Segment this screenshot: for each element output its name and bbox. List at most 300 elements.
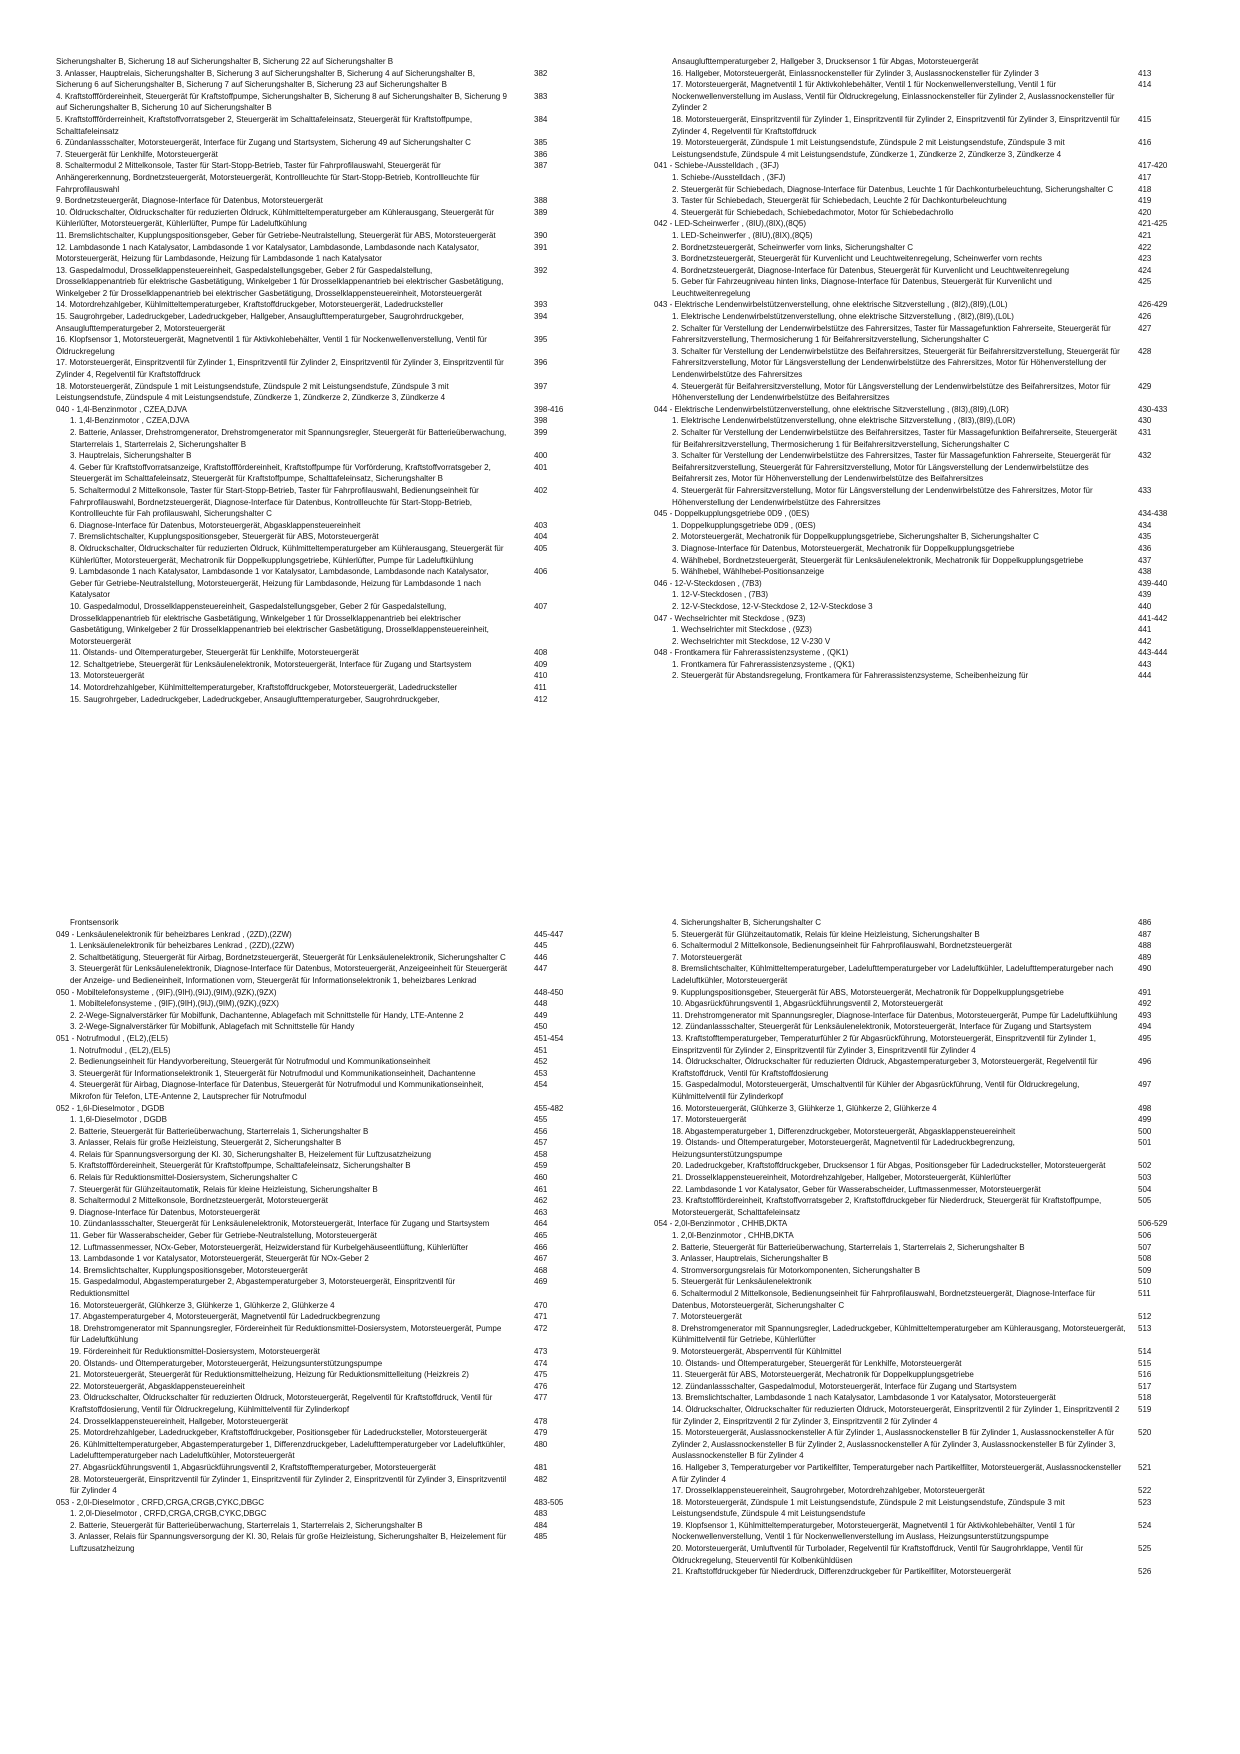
toc-page-number: 507	[1138, 1242, 1152, 1252]
toc-page-number: 418	[1138, 184, 1152, 194]
toc-entry	[654, 323, 1184, 346]
toc-entry	[56, 1160, 584, 1172]
toc-page-number: 498	[1138, 1103, 1152, 1113]
toc-entry-title: 16. Motorsteuergerät, Glühkerze 3, Glühkerze 1, Glühkerze 2, Glühkerze 4	[70, 1300, 335, 1310]
toc-page-number: 387	[534, 161, 548, 171]
toc-entry	[654, 68, 1184, 80]
toc-page-number: 509	[1138, 1265, 1152, 1275]
toc-entry	[654, 1427, 1184, 1462]
toc-entry-title: 16. Motorsteuergerät, Glühkerze 3, Glühkerze 1, Glühkerze 2, Glühkerze 4	[672, 1103, 937, 1113]
toc-entry-title: 040 - 1,4l-Benzinmotor , CZEA,DJVA	[56, 404, 188, 414]
toc-entry-title: 17. Abgastemperaturgeber 4, Motorsteuergerät, Magnetventil für Ladedruckbegrenzung	[70, 1312, 380, 1322]
toc-entry-title: 1. Wechselrichter mit Steckdose , (9Z3)	[672, 625, 812, 635]
toc-section-heading	[654, 160, 1184, 172]
toc-entry-title: 051 - Notrufmodul , (EL2),(EL5)	[56, 1033, 169, 1043]
toc-entry	[654, 670, 1184, 682]
toc-page-number: 508	[1138, 1254, 1152, 1264]
toc-entry	[654, 1137, 1184, 1160]
toc-page-number: 455	[534, 1115, 548, 1125]
toc-page-number: 397	[534, 381, 548, 391]
toc-entry	[654, 589, 1184, 601]
toc-page-number: 454	[534, 1080, 548, 1090]
toc-entry-title: 2. Steuergerät für Schiebedach, Diagnose-Interface für Datenbus, Leuchte 1 für Dachkonturbeleuchtung, Sicherungshalter C	[672, 184, 1114, 194]
toc-entry	[654, 137, 1184, 160]
toc-entry-title: 26. Kühlmitteltemperaturgeber, Abgastemperaturgeber 1, Differenzdruckgeber, Ladelufttemperaturgeber vor Ladeluftkühler, Ladelufttemperaturgeber nach Ladeluftkühler, Motorsteuergerät	[70, 1439, 506, 1461]
toc-entry-title: 3. Schalter für Verstellung der Lendenwirbelstütze des Beifahrersitzes, Steuergerät für Beifahrersitzverstellung, Steuergerät für Fahrersitzverstellung, Motor für Längsverstellung der Lendenwirbelstütze des Fahrersitzes, Motor für Höhenverstellung der Lendenwirbelstütze des Fahrersitzes	[672, 346, 1120, 380]
toc-page-number: 417	[1138, 172, 1152, 182]
toc-entry-title: 048 - Frontkamera für Fahrerassistenzsysteme , (QK1)	[654, 648, 849, 658]
toc-entry-title: 4. Kraftstofffördereinheit, Steuergerät für Kraftstoffpumpe, Sicherungshalter B, Sicherung 8 auf Sicherungshalter B, Sicherung 9 auf Sicherungshalter B, Sicherung 10 auf Sicherungshalter B	[56, 91, 507, 113]
toc-entry	[56, 1416, 584, 1428]
toc-entry	[56, 462, 584, 485]
toc-entry-title: 3. Steuergerät für Lenksäulenelektronik, Diagnose-Interface für Datenbus, Motorsteuergerät, Anzeigeeinheit für Steuergerät der Anzeige- und Bedieneinheit, Informationen vorn, Steuergerät für Informationselektronik 1, beheizbares Lenkrad	[70, 964, 508, 985]
toc-panel-bottom	[56, 917, 1184, 1698]
toc-entry-title: 25. Motordrehzahlgeber, Ladedruckgeber, Kraftstoffdruckgeber, Positionsgeber für Ladedrucksteller, Motorsteuergerät	[70, 1428, 487, 1438]
toc-entry	[56, 670, 584, 682]
toc-page-number: 520	[1138, 1428, 1152, 1438]
toc-page-number: 467	[534, 1254, 548, 1264]
toc-entry-title: 13. Motorsteuergerät	[70, 671, 145, 681]
toc-entry-title: 21. Kraftstoffdruckgeber für Niederdruck, Differenzdruckgeber für Partikelfilter, Motorsteuergerät	[672, 1567, 1011, 1577]
toc-entry-title: 3. Diagnose-Interface für Datenbus, Motorsteuergerät, Mechatronik für Doppelkupplungsgetriebe	[672, 543, 1015, 553]
toc-entry-title: 19. Klopfsensor 1, Kühlmitteltemperaturgeber, Motorsteuergerät, Magnetventil 1 für Aktivkohlebehälter, Ventil 1 für Nockenwellenverstellung, Ventil 1 für Nockenwellenverstellung im Auslass, Heizungsunterstützungspumpe	[672, 1520, 1075, 1542]
toc-section-heading	[56, 1497, 584, 1509]
toc-page-number: 478	[534, 1416, 548, 1426]
toc-entry-title: 14. Öldruckschalter, Öldruckschalter für reduzierten Öldruck, Abgastemperaturgeber 3, Motorsteuergerät, Regelventil für Kraftstoffdruck, Ventil für Kraftstoffdosierung	[672, 1057, 1098, 1078]
toc-page-number: 489	[1138, 952, 1152, 962]
toc-page-number: 473	[534, 1346, 548, 1356]
toc-entry	[654, 952, 1184, 964]
toc-entry	[56, 415, 584, 427]
toc-entry	[654, 253, 1184, 265]
toc-entry-title: 22. Motorsteuergerät, Abgasklappensteuereinheit	[70, 1381, 245, 1391]
toc-page-number: 458	[534, 1149, 548, 1159]
toc-page-number: 499	[1138, 1115, 1152, 1125]
toc-entry	[56, 1079, 584, 1102]
toc-entry	[654, 1265, 1184, 1277]
toc-column-right	[654, 917, 1184, 1578]
toc-entry-title: 22. Lambdasonde 1 vor Katalysator, Geber für Wasserabscheider, Luftmassenmesser, Motorsteuergerät	[672, 1184, 1041, 1194]
toc-entry	[56, 1021, 584, 1033]
toc-entry-title: 1. 2,0l-Dieselmotor , CRFD,CRGA,CRGB,CYKC,DBGC	[70, 1509, 267, 1519]
toc-entry	[56, 1253, 584, 1265]
toc-page-number: 450	[534, 1022, 548, 1032]
toc-page-number: 449	[534, 1010, 548, 1020]
toc-entry-title: 8. Drehstromgenerator mit Spannungsregler, Ladedruckgeber, Kühlmitteltemperaturgeber am Kühlerausgang, Motorsteuergerät, Kühlmittelventil für Getriebe, Kühlerlüfter	[672, 1323, 1126, 1345]
toc-entry	[654, 450, 1184, 485]
toc-page-number: 434	[1138, 520, 1152, 530]
toc-page-number: 426-429	[1138, 300, 1168, 310]
toc-page-number: 423	[1138, 254, 1152, 264]
toc-entry	[654, 624, 1184, 636]
toc-page-number: 428	[1138, 346, 1152, 356]
toc-section-heading	[654, 613, 1184, 625]
toc-entry	[56, 1172, 584, 1184]
toc-entry-title: 17. Motorsteuergerät, Magnetventil 1 für Aktivkohlebehälter, Ventil 1 für Nockenwellenverstellung, Ventil 1 für Nockenwellenverstellung im Auslass, Ventil für Öldruckregelung, Einlassnockensteller für Zylinder 2, Auslassnockensteller für Zylinder 2	[672, 80, 1115, 113]
toc-page-number: 440	[1138, 601, 1152, 611]
toc-page-number: 398-416	[534, 404, 564, 414]
toc-page-number: 392	[534, 265, 548, 275]
toc-entry-title: 15. Saugrohrgeber, Ladedruckgeber, Ladedruckgeber, Hallgeber, Ansauglufttemperaturgeber, Saugrohrdruckgeber, Ansauglufttemperaturgeber 2, Motorsteuergerät	[56, 312, 464, 333]
toc-entry	[654, 1079, 1184, 1102]
toc-page-number: 429	[1138, 381, 1152, 391]
toc-page-number: 412	[534, 694, 548, 704]
toc-entry	[56, 1531, 584, 1554]
toc-page-number: 432	[1138, 451, 1152, 461]
toc-entry	[654, 917, 1184, 929]
toc-entry-title: 8. Öldruckschalter, Öldruckschalter für reduzierten Öldruck, Kühlmitteltemperaturgeber am Kühlerausgang, Steuergerät für Kühlerlüfter, Motorsteuergerät, Mechatronik für Doppelkupplungsgetriebe, Kühlerlüfter, Pumpe für Ladeluftkühlung	[70, 543, 504, 565]
toc-entry	[654, 1392, 1184, 1404]
toc-entry	[56, 485, 584, 520]
toc-page-number: 459	[534, 1161, 548, 1171]
toc-page-number: 464	[534, 1219, 548, 1229]
toc-entry	[56, 334, 584, 357]
toc-entry	[654, 1103, 1184, 1115]
toc-entry	[654, 963, 1184, 986]
toc-entry-title: 2. Batterie, Steuergerät für Batterieüberwachung, Starterrelais 1, Starterrelais 2, Sicherungshalter B	[70, 1520, 423, 1530]
toc-page-number: 490	[1138, 964, 1152, 974]
toc-entry	[56, 265, 584, 300]
toc-entry-title: 20. Ladedruckgeber, Kraftstoffdruckgeber, Drucksensor 1 für Abgas, Positionsgeber für Ladedrucksteller, Motorsteuergerät	[672, 1161, 1106, 1171]
toc-entry-title: 2. Batterie, Steuergerät für Batterieüberwachung, Starterrelais 1, Starterrelais 2, Sicherungshalter B	[672, 1242, 1025, 1252]
toc-entry	[56, 1276, 584, 1299]
toc-entry-title: 2. Schalter für Verstellung der Lendenwirbelstütze des Fahrersitzes, Taster für Massagefunktion Fahrerseite, Steuergerät für Fahrersitzverstellung, Thermosicherung 1 für Beifahrersitzverstellung, Sicherungshalter C	[672, 323, 1111, 345]
toc-page-number: 420	[1138, 207, 1152, 217]
toc-entry	[654, 566, 1184, 578]
toc-page-number: 447	[534, 964, 548, 974]
toc-page-number: 430	[1138, 416, 1152, 426]
toc-entry-title: 12. Luftmassenmesser, NOx-Geber, Motorsteuergerät, Heizwiderstand für Kurbelgehäuseentlüftung, Kühlerlüfter	[70, 1242, 468, 1252]
toc-entry	[654, 276, 1184, 299]
toc-entry-title: 6. Schaltermodul 2 Mittelkonsole, Bedienungseinheit für Fahrprofilauswahl, Bordnetzsteuergerät	[672, 941, 1012, 951]
toc-page-number: 511	[1138, 1289, 1151, 1298]
toc-entry	[56, 694, 584, 706]
toc-page-number: 444	[1138, 671, 1152, 681]
toc-entry-title: 12. Schaltgetriebe, Steuergerät für Lenksäulenelektronik, Motorsteuergerät, Interface für Zugang und Startsystem	[70, 659, 472, 669]
toc-page-number: 386	[534, 149, 548, 159]
toc-page-number: 521	[1138, 1462, 1152, 1472]
toc-page-number: 401	[534, 462, 548, 472]
toc-page-number: 502	[1138, 1161, 1152, 1171]
toc-entry	[56, 1195, 584, 1207]
toc-entry-title: 10. Ölstands- und Öltemperaturgeber, Steuergerät für Lenkhilfe, Motorsteuergerät	[672, 1358, 962, 1368]
toc-entry	[654, 1381, 1184, 1393]
toc-page-number: 413	[1138, 68, 1152, 78]
toc-entry-title: 3. Anlasser, Relais für Spannungsversorgung der Kl. 30, Relais für große Heizleistung, Sicherungshalter B, Heizelement für Luftzusatzheizung	[70, 1532, 507, 1554]
toc-entry	[654, 230, 1184, 242]
toc-entry-title: 14. Öldruckschalter, Öldruckschalter für reduzierten Öldruck, Motorsteuergerät, Einspritzventil 2 für Zylinder 1, Einspritzventil 2 für Zylinder 2, Einspritzventil 2 für Zylinder 3, Einspritzventil 2 für Zylinder 4	[672, 1404, 1120, 1426]
toc-page-number: 410	[534, 671, 548, 681]
toc-entry-title: 17. Motorsteuergerät, Einspritzventil für Zylinder 1, Einspritzventil für Zylinder 2, Einspritzventil für Zylinder 3, Einspritzventil für Zylinder 4, Regelventil für Kraftstoffdruck	[56, 358, 504, 380]
toc-page-number: 421-425	[1138, 219, 1168, 229]
toc-entry-title: 2. Wechselrichter mit Steckdose, 12 V-230 V	[672, 636, 831, 646]
toc-page-number: 407	[534, 601, 548, 611]
toc-section-heading	[654, 218, 1184, 230]
toc-entry	[654, 1276, 1184, 1288]
toc-entry	[56, 1474, 584, 1497]
toc-page-number: 403	[534, 520, 548, 530]
toc-page-number: 385	[534, 138, 548, 148]
toc-page-number: 462	[534, 1196, 548, 1206]
toc-entry	[56, 543, 584, 566]
toc-entry-title: 11. Geber für Wasserabscheider, Geber für Getriebe-Neutralstellung, Motorsteuergerät	[70, 1231, 377, 1241]
toc-entry	[56, 207, 584, 230]
toc-page-number: 383	[534, 91, 548, 101]
toc-entry-title: Ansauglufttemperaturgeber 2, Hallgeber 3, Drucksensor 1 für Abgas, Motorsteuergerät	[672, 57, 979, 66]
toc-entry	[654, 1056, 1184, 1079]
toc-page-number: 441-442	[1138, 613, 1168, 623]
toc-page-number: 393	[534, 300, 548, 310]
toc-entry	[56, 1149, 584, 1161]
toc-page-number: 441	[1138, 625, 1152, 635]
toc-page-number: 421	[1138, 230, 1152, 240]
toc-entry-title: 4. Relais für Spannungsversorgung der Kl. 30, Sicherungshalter B, Heizelement für Luftzusatzheizung	[70, 1149, 432, 1159]
toc-entry-title: 054 - 2,0l-Benzinmotor , CHHB,DKTA	[654, 1219, 788, 1229]
toc-page-number: 439-440	[1138, 578, 1168, 588]
toc-page-number: 398	[534, 416, 548, 426]
toc-entry	[654, 1195, 1184, 1218]
toc-entry-title: 5. Schaltermodul 2 Mittelkonsole, Taster für Start-Stopp-Betrieb, Taster für Fahrprofilauswahl, Bedienungseinheit für Fahrprofilauswahl, Bordnetzsteuergerät, Diagnose-Interface für Datenbus, Kontrollleuchte für Start-Stopp-Betrieb, Kontrollleuchte für Fah profilauswahl, Sicherungshalter C	[70, 485, 479, 519]
toc-entry	[56, 1126, 584, 1138]
toc-page-number: 496	[1138, 1057, 1152, 1067]
toc-entry-title: 23. Kraftstofffördereinheit, Kraftstoffvorratsgeber 2, Kraftstoffdruckgeber für Niederdruck, Steuergerät für Kraftstoffpumpe, Motorsteuergerät, Schalttafeleinsatz	[672, 1196, 1102, 1217]
toc-entry	[654, 172, 1184, 184]
toc-entry-title: 2. Steuergerät für Abstandsregelung, Frontkamera für Fahrerassistenzsysteme, Scheibenheizung für	[672, 671, 1029, 681]
toc-entry-title: 13. Gaspedalmodul, Drosselklappensteuereinheit, Gaspedalstellungsgeber, Geber 2 für Gaspedalstellung, Drosselklappenantrieb für elektrische Gasbetätigung, Winkelgeber 1 für Drosselklappenantrieb bei elektrischer Gasbetätigung, Winkelgeber 2 für Drosselklappenantrieb bei elektrischer Gasbetätigung, Drosselklappensteuereinheit, Motorsteuergerät	[56, 265, 504, 298]
toc-entry	[654, 1021, 1184, 1033]
toc-entry-title: 13. Bremslichtschalter, Lambdasonde 1 nach Katalysator, Lambdasonde 1 vor Katalysator, Motorsteuergerät	[672, 1393, 1056, 1403]
toc-page-number: 525	[1138, 1544, 1152, 1554]
toc-page-number: 471	[534, 1312, 548, 1322]
toc-page-number: 466	[534, 1242, 548, 1252]
toc-page-number: 384	[534, 114, 548, 124]
toc-page-number: 483-505	[534, 1497, 564, 1507]
toc-entry	[654, 56, 1184, 68]
toc-entry-title: 18. Motorsteuergerät, Einspritzventil für Zylinder 1, Einspritzventil für Zylinder 2, Einspritzventil für Zylinder 3, Einspritzventil für Zylinder 4, Regelventil für Kraftstoffdruck	[672, 114, 1120, 136]
toc-page-number: 442	[1138, 636, 1152, 646]
toc-entry-title: 11. Ölstands- und Öltemperaturgeber, Steuergerät für Lenkhilfe, Motorsteuergerät	[70, 648, 359, 658]
toc-entry-title: 052 - 1,6l-Dieselmotor , DGDB	[56, 1103, 165, 1113]
toc-entry	[654, 1230, 1184, 1242]
toc-entry-title: 046 - 12-V-Steckdosen , (7B3)	[654, 578, 762, 588]
toc-entry-title: 1. 2,0l-Benzinmotor , CHHB,DKTA	[672, 1231, 794, 1241]
toc-page-number: 382	[534, 68, 548, 78]
toc-entry	[56, 311, 584, 334]
toc-entry-title: 043 - Elektrische Lendenwirbelstützenverstellung, ohne elektrische Sitzverstellung , (8I2),(8I9),(L0L)	[654, 300, 1008, 310]
toc-entry	[56, 1358, 584, 1370]
toc-entry-title: 11. Bremslichtschalter, Kupplungspositionsgeber, Geber für Getriebe-Neutralstellung, Steuergerät für ABS, Motorsteuergerät	[56, 230, 496, 240]
toc-entry-title: 19. Fördereinheit für Reduktionsmittel-Dosiersystem, Motorsteuergerät	[70, 1346, 320, 1356]
toc-entry-title: 2. Batterie, Anlasser, Drehstromgenerator, Drehstromgenerator mit Spannungsregler, Steuergerät für Batterieüberwachung, Starterrelais 1, Starterrelais 2, Sicherungshalter B	[70, 428, 507, 449]
toc-entry	[56, 1462, 584, 1474]
toc-entry-title: 1. Elektrische Lendenwirbelstützenverstellung, ohne elektrische Sitzverstellung , (8I3),(8I9),(L0R)	[672, 416, 1016, 426]
toc-page-number: 391	[534, 242, 548, 252]
toc-page-number: 411	[534, 683, 547, 693]
toc-entry	[654, 1462, 1184, 1485]
toc-page-number: 456	[534, 1126, 548, 1136]
toc-entry-title: 12. Zündanlassschalter, Gaspedalmodul, Motorsteuergerät, Interface für Zugang und Startsystem	[672, 1381, 1017, 1391]
toc-page-number: 516	[1138, 1370, 1152, 1380]
toc-page-number: 453	[534, 1068, 548, 1078]
toc-entry	[56, 1439, 584, 1462]
toc-page-number: 404	[534, 532, 548, 542]
toc-entry	[56, 242, 584, 265]
toc-page-number: 515	[1138, 1358, 1152, 1368]
toc-entry	[56, 56, 584, 68]
toc-entry-title: 8. Schaltermodul 2 Mittelkonsole, Bordnetzsteuergerät, Motorsteuergerät	[70, 1196, 328, 1206]
toc-entry-title: 041 - Schiebe-/Ausstelldach , (3FJ)	[654, 161, 779, 171]
toc-entry	[654, 987, 1184, 999]
toc-entry	[654, 427, 1184, 450]
toc-entry	[56, 1381, 584, 1393]
toc-entry-title: 5. Steuergerät für Lenksäulenelektronik	[672, 1277, 812, 1287]
toc-entry	[654, 543, 1184, 555]
toc-entry-title: 10. Abgasrückführungsventil 1, Abgasrückführungsventil 2, Motorsteuergerät	[672, 999, 943, 1009]
toc-entry	[56, 299, 584, 311]
toc-entry-title: 2. Schalter für Verstellung der Lendenwirbelstütze des Beifahrersitzes, Taster für Massagefunktion Beifahrerseite, Steuergerät für Beifahrersitzverstellung, Thermosicherung 1 für Beifahrersitzverstellung, Sicherungshalter C	[672, 428, 1117, 449]
toc-entry-title: 21. Motorsteuergerät, Steuergerät für Reduktionsmittelheizung, Heizung für Reduktionsmittelleitung (Heizkreis 2)	[70, 1370, 469, 1380]
toc-entry	[56, 1218, 584, 1230]
toc-entry-title: 14. Motordrehzahlgeber, Kühlmitteltemperaturgeber, Kraftstoffdruckgeber, Motorsteuergerät, Ladedrucksteller	[70, 683, 458, 693]
toc-entry	[654, 1543, 1184, 1566]
toc-column-left	[56, 56, 584, 705]
toc-page-number: 438	[1138, 567, 1152, 577]
toc-entry-title: 1. Frontkamera für Fahrerassistenzsysteme , (QK1)	[672, 659, 855, 669]
toc-page-number: 476	[534, 1381, 548, 1391]
toc-entry	[56, 952, 584, 964]
toc-entry-title: 050 - Mobiltelefonsysteme , (9IF),(9IH),(9IJ),(9IM),(9ZK),(9ZX)	[56, 987, 277, 997]
toc-entry-title: 1. LED-Scheinwerfer , (8IU),(8IX),(8Q5)	[672, 230, 813, 240]
toc-page-number: 439	[1138, 590, 1152, 600]
toc-entry-title: 1. Elektrische Lendenwirbelstützenverstellung, ohne elektrische Sitzverstellung , (8I2),(8I9),(L0L)	[672, 312, 1014, 322]
toc-entry	[56, 963, 584, 986]
toc-entry	[56, 917, 584, 929]
toc-page-number: 436	[1138, 543, 1152, 553]
toc-entry	[654, 265, 1184, 277]
toc-entry-title: 14. Motordrehzahlgeber, Kühlmitteltemperaturgeber, Kraftstoffdruckgeber, Motorsteuergerät, Ladedrucksteller	[56, 300, 444, 310]
toc-entry-title: 15. Gaspedalmodul, Abgastemperaturgeber 2, Abgastemperaturgeber 3, Motorsteuergerät, Einspritzventil für Reduktionsmittel	[70, 1277, 456, 1298]
toc-entry-title: 1. Lenksäulenelektronik für beheizbares Lenkrad , (2ZD),(2ZW)	[70, 941, 295, 951]
toc-page-number: 389	[534, 207, 548, 217]
toc-page-number: 472	[534, 1323, 548, 1333]
toc-entry-title: 15. Motorsteuergerät, Auslassnockensteller A für Zylinder 1, Auslassnockensteller B für Zylinder 1, Auslassnockensteller A für Zylinder 2, Auslassnockensteller B für Zylinder 2, Auslassnockensteller A für Zylinder 3, Auslassnockensteller B für Zylinder 3, Auslassnockensteller B für Zylinder 4	[672, 1428, 1116, 1461]
toc-page-number: 455-482	[534, 1103, 564, 1113]
toc-entry-title: 20. Motorsteuergerät, Umluftventil für Turbolader, Regelventil für Kraftstoffdruck, Ventil für Saugrohrklappe, Ventil für Öldruckregelung, Steuerventil für Kolbenkühldüsen	[672, 1544, 1084, 1565]
toc-entry	[654, 1566, 1184, 1578]
toc-page-number: 409	[534, 659, 548, 669]
toc-entry	[654, 998, 1184, 1010]
toc-entry-title: 6. Zündanlassschalter, Motorsteuergerät, Interface für Zugang und Startsystem, Sicherung 49 auf Sicherungshalter C	[56, 138, 471, 148]
toc-entry-title: 4. Steuergerät für Schiebedach, Schiebedachmotor, Motor für Schiebedachrollo	[672, 207, 954, 217]
toc-entry	[654, 1520, 1184, 1543]
toc-entry-title: 14. Bremslichtschalter, Kupplungspositionsgeber, Motorsteuergerät	[70, 1265, 308, 1275]
toc-page-number: 486	[1138, 918, 1152, 927]
toc-page-number: 519	[1138, 1404, 1152, 1414]
toc-page-number: 451	[534, 1045, 548, 1055]
toc-entry	[56, 1392, 584, 1415]
toc-page-number: 501	[1138, 1138, 1152, 1148]
toc-page-number: 500	[1138, 1126, 1152, 1136]
toc-section-heading	[654, 508, 1184, 520]
toc-entry	[654, 555, 1184, 567]
toc-entry	[654, 114, 1184, 137]
toc-entry-title: 1. Mobiltelefonsysteme , (9IF),(9IH),(9IJ),(9IM),(9ZK),(9ZX)	[70, 999, 279, 1009]
toc-entry-title: 8. Schaltermodul 2 Mittelkonsole, Taster für Start-Stopp-Betrieb, Taster für Fahrprofilauswahl, Steuergerät für Anhängererkennung, Bordnetzsteuergerät, Motorsteuergerät, Kontrollleuchte für Start-Stopp-Betrieb, Kontrollleuchte für Fahrprofilauswahl	[56, 161, 480, 194]
toc-section-heading	[654, 647, 1184, 659]
toc-page-number: 390	[534, 230, 548, 240]
toc-entry-title: 7. Steuergerät für Glühzeitautomatik, Relais für kleine Heizleistung, Sicherungshalter B	[70, 1184, 378, 1194]
toc-entry	[56, 91, 584, 114]
toc-entry-title: 20. Ölstands- und Öltemperaturgeber, Motorsteuergerät, Heizungsunterstützungspumpe	[70, 1358, 383, 1368]
toc-page-number: 477	[534, 1393, 548, 1403]
toc-entry-title: 4. Stromversorgungsrelais für Motorkomponenten, Sicherungshalter B	[672, 1265, 921, 1275]
toc-entry-title: 042 - LED-Scheinwerfer , (8IU),(8IX),(8Q5)	[654, 219, 807, 229]
toc-entry-title: 7. Bremslichtschalter, Kupplungspositionsgeber, Steuergerät für ABS, Motorsteuergerät	[70, 532, 379, 542]
toc-entry-title: 28. Motorsteuergerät, Einspritzventil für Zylinder 1, Einspritzventil für Zylinder 2, Einspritzventil für Zylinder 3, Einspritzventil für Zylinder 4	[70, 1474, 507, 1496]
toc-page-number: 510	[1138, 1277, 1152, 1287]
toc-entry-title: 18. Drehstromgenerator mit Spannungsregler, Fördereinheit für Reduktionsmittel-Dosiersystem, Motorsteuergerät, Pumpe für Ladeluftkühlung	[70, 1323, 502, 1345]
toc-entry-title: 17. Drosselklappensteuereinheit, Saugrohrgeber, Motordrehzahlgeber, Motorsteuergerät	[672, 1486, 985, 1496]
toc-page-number: 416	[1138, 138, 1152, 148]
toc-entry	[56, 230, 584, 242]
toc-entry	[654, 1184, 1184, 1196]
toc-page-number: 414	[1138, 80, 1152, 90]
toc-entry	[56, 659, 584, 671]
toc-panel-top	[56, 56, 1184, 837]
toc-page-number: 443	[1138, 659, 1152, 669]
toc-entry-title: 4. Geber für Kraftstoffvorratsanzeige, Kraftstofffördereinheit, Kraftstoffpumpe für Vorförderung, Kraftstoffvorratsgeber 2, Steuergerät im Schalttafeleinsatz, Steuergerät für Kraftstoffpumpe, Schalttafeleinsatz, Sicherungshalter B	[70, 462, 491, 484]
toc-entry-title: 10. Zündanlassschalter, Steuergerät für Lenksäulenelektronik, Motorsteuergerät, Interface für Zugang und Startsystem	[70, 1219, 490, 1229]
toc-entry	[654, 940, 1184, 952]
toc-entry-title: 045 - Doppelkupplungsgetriebe 0D9 , (0ES)	[654, 509, 810, 519]
toc-page-number: 479	[534, 1428, 548, 1438]
toc-entry	[56, 1207, 584, 1219]
toc-page-number: 417-420	[1138, 161, 1168, 171]
toc-entry	[654, 1172, 1184, 1184]
toc-entry-title: 2. Bedienungseinheit für Handyvorbereitung, Steuergerät für Notrufmodul und Kommunikationseinheit	[70, 1057, 431, 1067]
toc-page-number: 452	[534, 1057, 548, 1067]
toc-entry	[56, 357, 584, 380]
toc-page-number: 487	[1138, 929, 1152, 939]
toc-entry-title: 7. Steuergerät für Lenkhilfe, Motorsteuergerät	[56, 149, 218, 159]
toc-entry-title: 13. Lambdasonde 1 vor Katalysator, Motorsteuergerät, Steuergerät für NOx-Geber 2	[70, 1254, 369, 1264]
toc-page-number: 402	[534, 485, 548, 495]
toc-entry-title: 10. Gaspedalmodul, Drosselklappensteuereinheit, Gaspedalstellungsgeber, Geber 2 für Gaspedalstellung, Drosselklappenantrieb für elektrische Gasbetätigung, Winkelgeber 1 für Drosselklappenantrieb bei elektrischer Gasbetätigung, Winkelgeber 2 für Drosselklappenantrieb bei elektrischer Gasbetätigung, Drosselklappensteuereinheit, Motorsteuergerät	[70, 601, 489, 646]
toc-entry-title: 12. Lambdasonde 1 nach Katalysator, Lambdasonde 1 vor Katalysator, Lambdasonde, Lambdasonde nach Katalysator, Motorsteuergerät, Heizung für Lambdasonde, Heizung für Lambdasonde 1 nach Katalysator	[56, 242, 479, 264]
toc-page-number: 492	[1138, 999, 1152, 1009]
toc-page-number: 395	[534, 335, 548, 345]
toc-entry-title: 047 - Wechselrichter mit Steckdose , (9Z3)	[654, 613, 806, 623]
toc-entry-title: 4. Wählhebel, Bordnetzsteuergerät, Steuergerät für Lenksäulenelektronik, Mechatronik für Doppelkupplungsgetriebe	[672, 555, 1084, 565]
toc-entry	[56, 1068, 584, 1080]
toc-entry-title: 9. Lambdasonde 1 nach Katalysator, Lambdasonde 1 vor Katalysator, Lambdasonde, Lambdasonde nach Katalysator, Geber für Getriebe-Neutralstellung, Motorsteuergerät, Heizung für Lambdasonde, Heizung für Lambdasonde 1 nach Katalysator	[70, 567, 489, 600]
toc-entry-title: 6. Diagnose-Interface für Datenbus, Motorsteuergerät, Abgasklappensteuereinheit	[70, 520, 361, 530]
toc-page-number: 437	[1138, 555, 1152, 565]
toc-page-number: 427	[1138, 323, 1152, 333]
toc-entry	[56, 1369, 584, 1381]
toc-page-number: 506	[1138, 1231, 1152, 1241]
toc-page-number: 484	[534, 1520, 548, 1530]
toc-page-number: 388	[534, 196, 548, 206]
toc-section-heading	[56, 1033, 584, 1045]
toc-section-heading	[56, 1103, 584, 1115]
toc-entry	[654, 242, 1184, 254]
toc-entry	[56, 195, 584, 207]
toc-page-number: 396	[534, 358, 548, 368]
toc-page-number: 514	[1138, 1346, 1152, 1356]
toc-entry-title: 6. Schaltermodul 2 Mittelkonsole, Bedienungseinheit für Fahrprofilauswahl, Bordnetzsteuergerät, Diagnose-Interface für Datenbus, Motorsteuergerät, Sicherungshalter C	[672, 1289, 1096, 1310]
toc-page-number: 463	[534, 1207, 548, 1217]
